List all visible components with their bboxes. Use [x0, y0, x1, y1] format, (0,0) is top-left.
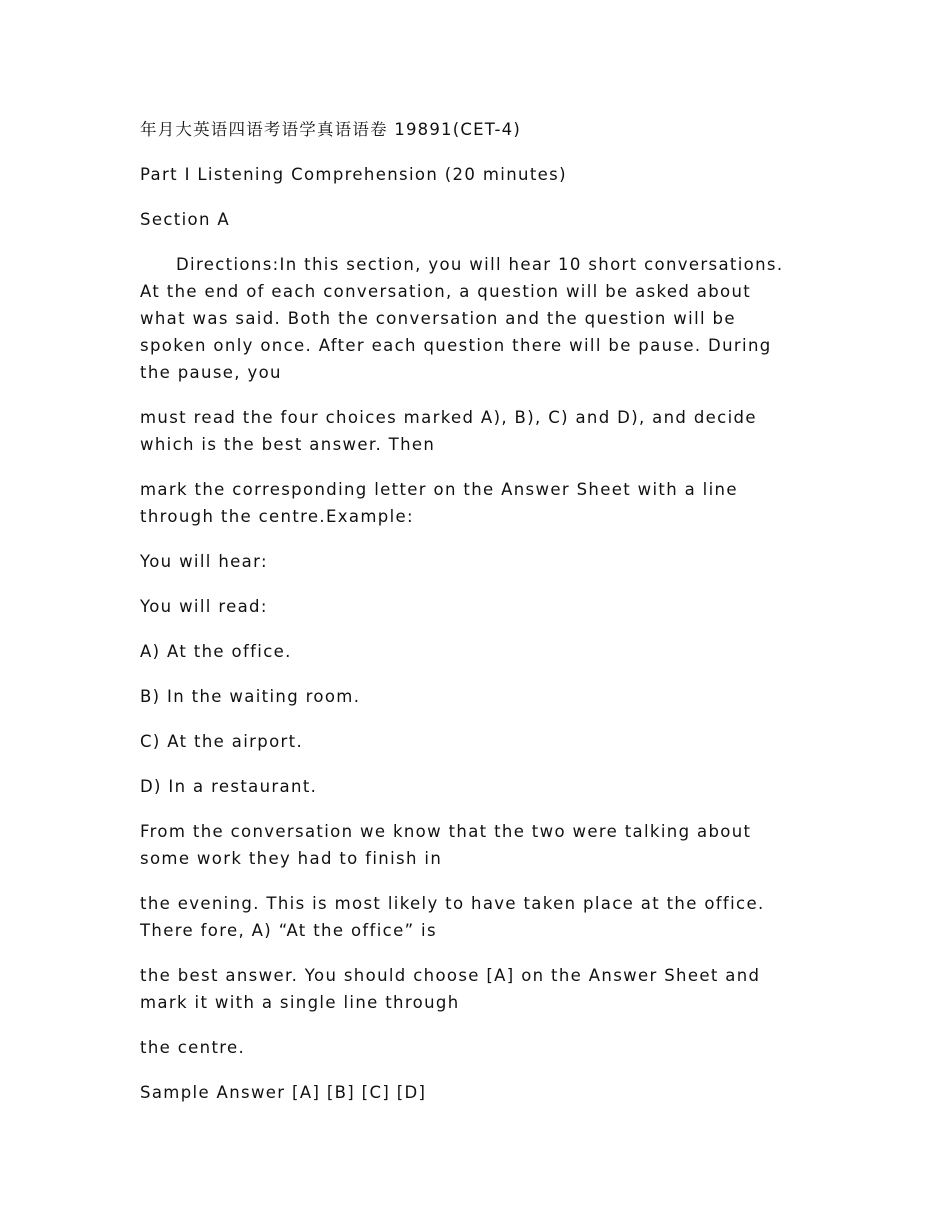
exam-title: 年月大英语四语考语学真语语卷 19891(CET-4) [140, 120, 521, 139]
you-will-hear: You will hear: [140, 552, 268, 571]
explanation-paragraph-3: the best answer. You should choose [A] on the Answer Sheet and mark it with a single line through [140, 966, 761, 1012]
choice-a: A) At the office. [140, 642, 292, 661]
directions-paragraph: Directions:In this section, you will hear 10 short conversations. At the end of each conversation, a question will be asked about what was said. Both the conversation and the question will be spoken only once. After each question there will be pause. During the pause, you [140, 255, 784, 382]
section-heading: Section A [140, 210, 230, 229]
explanation-paragraph-1: From the conversation we know that the two were talking about some work they had to finish in [140, 822, 752, 868]
directions-continued-1: must read the four choices marked A), B), C) and D), and decide which is the best answer. Then [140, 408, 757, 454]
sample-answer: Sample Answer [A] [B] [C] [D] [140, 1083, 427, 1102]
explanation-paragraph-4: the centre. [140, 1038, 246, 1057]
you-will-read: You will read: [140, 597, 268, 616]
explanation-paragraph-2: the evening. This is most likely to have taken place at the office. There fore, A) “At the office” is [140, 894, 765, 940]
choice-c: C) At the airport. [140, 732, 304, 751]
part-heading: Part I Listening Comprehension (20 minutes) [140, 165, 567, 184]
choice-d: D) In a restaurant. [140, 777, 318, 796]
choice-b: B) In the waiting room. [140, 687, 361, 706]
directions-continued-2: mark the corresponding letter on the Answer Sheet with a line through the centre.Example: [140, 480, 738, 526]
document-body [140, 116, 800, 1124]
